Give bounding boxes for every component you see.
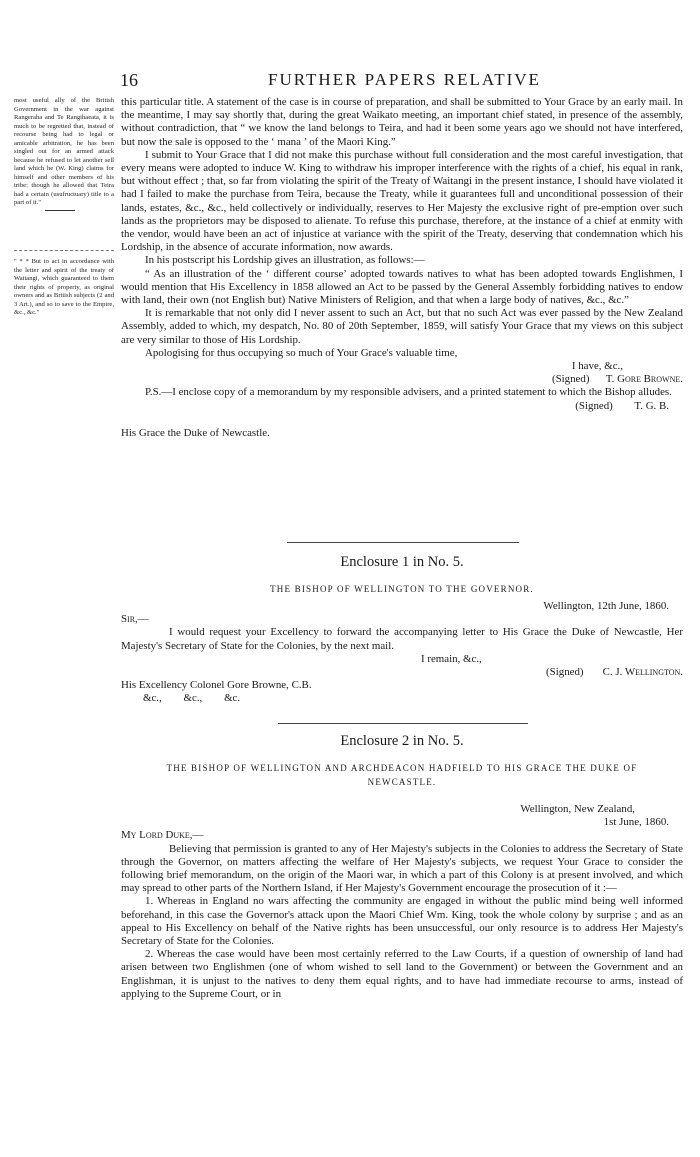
- addressee: His Excellency Colonel Gore Browne, C.B.: [121, 679, 312, 692]
- numbered-paragraph: 1. Whereas in England no wars affecting the community are engaged in without the public mind being well informed beforehand, in this case the Governor's attack upon the Maori Chief Wm. King, took the whole colony by surprise ; and as an appeal to His Excellency on behalf of the Native rights has been unsuccessful, our only resource is to address Her Majesty's Secretary of State for the Colonies.: [121, 895, 683, 948]
- page-number: 16: [120, 70, 138, 90]
- quoted-paragraph: “ As an illustration of the ‘ different course’ adopted towards natives to what has been adopted towards Englishmen, I would mention that His Excellency in 1858 allowed an Act to be passed by the General Assembly forbidding natives to endow with land, their own (not English but) Native Ministers of Religion, and that when a large body of natives, &c., &c.”: [121, 267, 683, 307]
- enclosure-1-title: Enclosure 1 in No. 5.: [340, 554, 464, 570]
- enclosure-1-subtitle: THE BISHOP OF WELLINGTON TO THE GOVERNOR.: [270, 584, 534, 594]
- signatory: C. J. Wellington.: [602, 666, 683, 679]
- letter-place: Wellington, New Zealand,: [520, 803, 635, 815]
- page-header: [120, 70, 680, 92]
- letter-date: 1st June, 1860.: [603, 816, 669, 829]
- running-title: FURTHER PAPERS RELATIVE: [268, 70, 541, 89]
- closing: I have, &c.,: [571, 360, 623, 373]
- enclosure-2-subtitle-line-1: THE BISHOP OF WELLINGTON AND ARCHDEACON HADFIELD TO HIS GRACE THE DUKE OF: [166, 763, 638, 773]
- paragraph: I would request your Excellency to forward the accompanying letter to His Grace the Duke of Newcastle, Her Majesty's Secretary of State for the Colonies, by the next mail.: [121, 626, 683, 652]
- enclosure-2-letter: [121, 803, 683, 1001]
- postscript: P.S.—I enclose copy of a memorandum by my responsible advisers, and a printed statement to which the Bishop alludes.: [145, 386, 672, 399]
- signed-label: (Signed): [546, 666, 584, 679]
- margin-note-dashed-rule: [14, 250, 114, 251]
- signature-line: [121, 666, 683, 679]
- margin-note-2: " * * But to act in accordance with the letter and spirit of the treaty of Waitangi, which guaranteed to them their rights of property, as original owners and as British subjects (2 and 3 Art.), and so to save to the Empire, &c., &c.": [14, 258, 114, 316]
- signatory: T. Gore Browne.: [605, 373, 683, 386]
- etc-line: &c., &c., &c.: [143, 692, 241, 705]
- closing: I remain, &c.,: [421, 652, 482, 665]
- numbered-paragraph: 2. Whereas the case would have been most certainly referred to the Law Courts, if a question of ownership of land had arisen between two Englishmen (one of whom wished to sell land to the Government) or between the Government and an Englishman, it is unjust to the natives to deny them equal rights, and to have had immediate recourse to arms, instead of applying to the Supreme Court, or in: [121, 948, 683, 1000]
- signed-label: (Signed): [551, 373, 590, 386]
- section-rule: [287, 542, 519, 543]
- despatch-body: [121, 96, 683, 440]
- margin-note-1: most useful ally of the British Government in the war against Rangeraha and Te Rangihaeata, it is much to be regretted that, instead of recourse being had to legal or amicable arbitration, he has been singled out for an armed attack because he refused to let another sell land which he (W. King) claims for himself and other members of his tribe: though he allowed that Teira had a certain (usufructuary) title to a part of it.": [14, 97, 114, 206]
- enclosure-2-title: Enclosure 2 in No. 5.: [340, 733, 464, 749]
- margin-note-divider: [45, 210, 75, 211]
- signed-label: (Signed): [575, 399, 613, 412]
- paragraph: I submit to Your Grace that I did not make this purchase without full consideration and the most careful investigation, that every means were adopted to induce W. King to withdraw his improper interference with the rights of a chief, his equal in rank, but without effect ; that, so far from violating the spirit of the Treaty of Waitangi in the present instance, I should have violated it had I failed to make the purchase from Teira, because the Treaty, while it guarantees full and unconditional possession of their lands, estates, &c., &c., held collectively or individually, reserves to Her Majesty the exclusive right of pre-emption over such lands as the proprietors may be disposed to alienate. To refuse this purchase, therefore, at the instance of a chief at enmity with the vendor, would have been an act of injustice at variance with the spirit of the Treaty, deserving that condemnation which his Lordship, in the absence of accurate information, now awards.: [121, 148, 683, 254]
- letter-date: Wellington, 12th June, 1860.: [543, 600, 669, 612]
- paragraph: It is remarkable that not only did I never assent to such an Act, but that no such Act was ever passed by the New Zealand Assembly, added to which, my despatch, No. 80 of 20th September, 1859, will satisfy Your Grace that my views on this subject are very similar to those of His Lordship.: [121, 307, 683, 346]
- paragraph: In his postscript his Lordship gives an illustration, as follows:—: [145, 254, 425, 267]
- paragraph: Believing that permission is granted to any of Her Majesty's subjects in the Colonies to address the Secretary of State through the Governor, on matters affecting the welfare of Her Majesty's subjects, we request Your Grace to consider the following brief memorandum, on the origin of the Maori war, in which a part of this Colony is at present involved, and which may spread to other parts of the Northern Island, if Her Majesty's Government encourage the prosecution of it :—: [121, 842, 683, 895]
- enclosure-1-letter: [121, 600, 683, 706]
- salutation: Sir,—: [121, 613, 149, 626]
- enclosure-2-subtitle-line-2: NEWCASTLE.: [367, 777, 437, 787]
- signature-line: [121, 373, 683, 386]
- salutation: My Lord Duke,—: [121, 829, 204, 842]
- ps-signature-line: [121, 400, 683, 413]
- paragraph: Apologising for thus occupying so much of Your Grace's valuable time,: [145, 346, 458, 359]
- addressee: His Grace the Duke of Newcastle.: [121, 426, 270, 439]
- initials: T. G. B.: [634, 399, 669, 412]
- paragraph: this particular title. A statement of the case is in course of preparation, and shall be submitted to Your Grace by an early mail. In the meantime, I may say shortly that, during the great Waikato meeting, an important chief stated, in presence of the assembly, without contradiction, that “ we know the land belongs to Teira, and had it been some years ago we should not have interfered, but now the sale is opposed to the ‘ mana ’ of the Maori King.”: [121, 96, 683, 148]
- section-rule: [278, 723, 528, 724]
